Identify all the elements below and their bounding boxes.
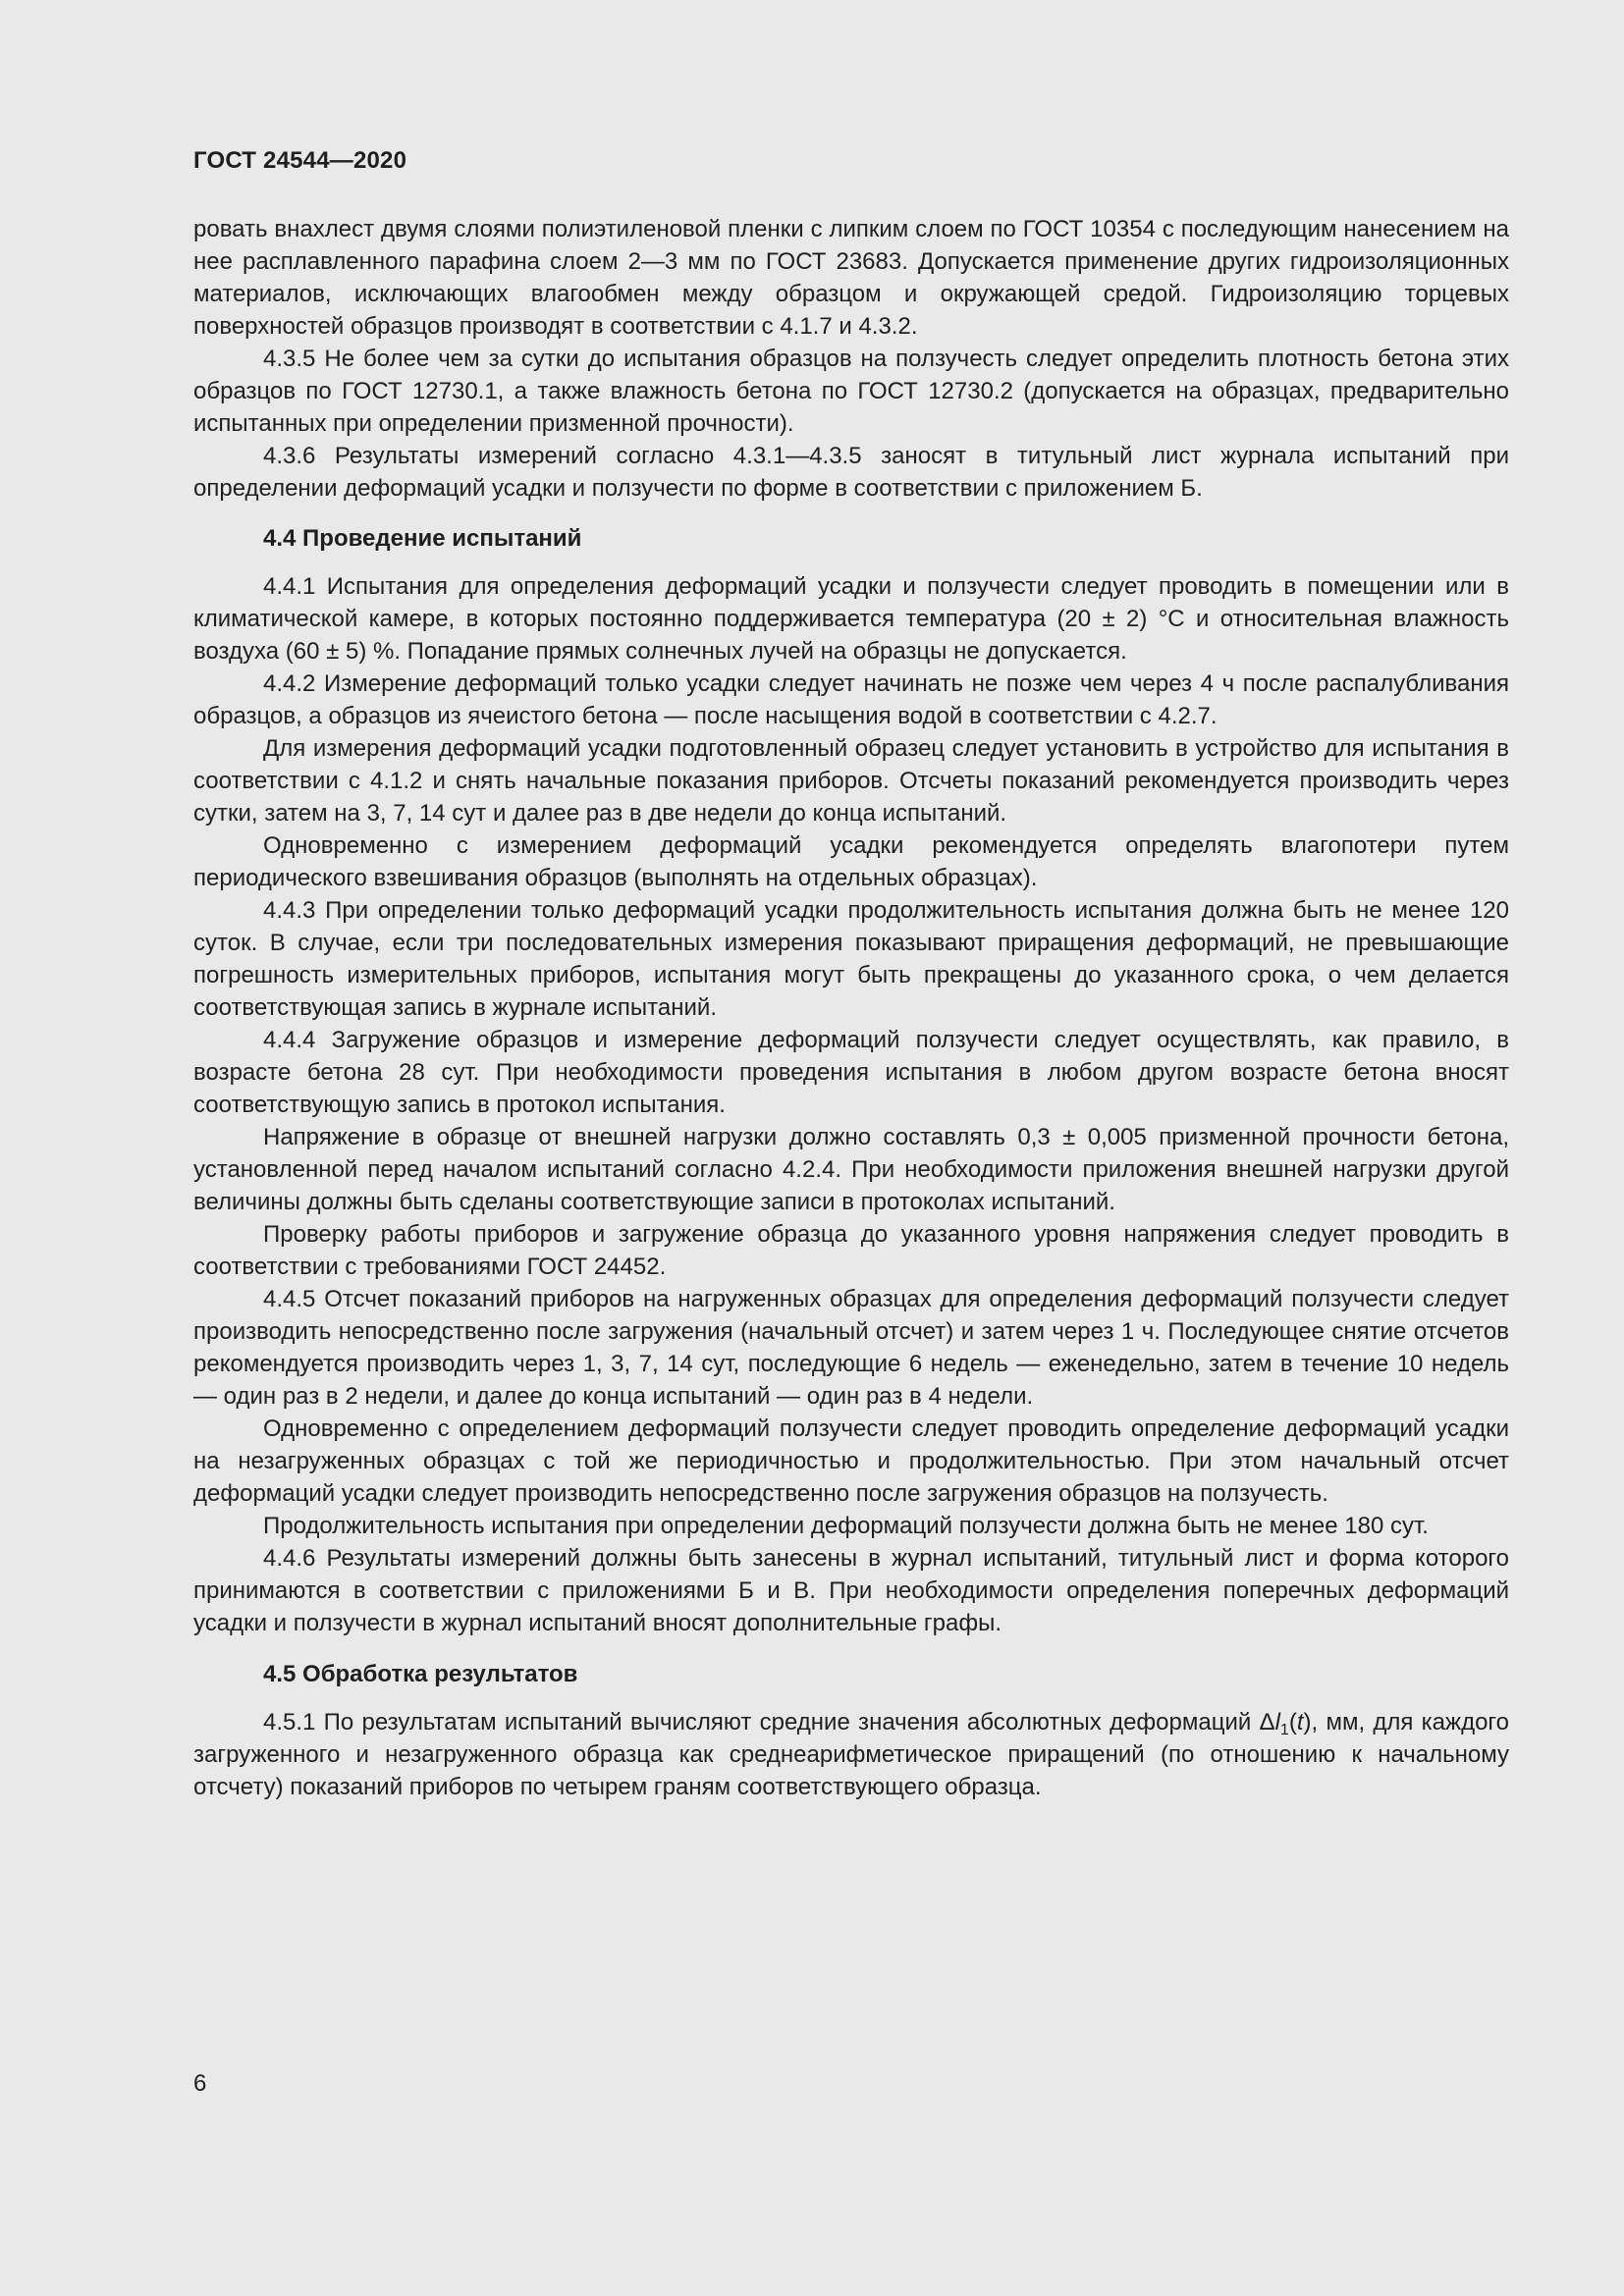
paragraph-4-4-3: 4.4.3 При определении только деформаций усадки продолжительность испытания должна быть не менее 120 суток. В случае, если три последовательных измерения показывают приращения деформаций, не превышающие погрешность измерительных приборов, испытания могут быть прекращены до указанного срока, о чем делается соответствующая запись в журнале испытаний. [193, 897, 1509, 1021]
paragraph-4-4-5: 4.4.5 Отсчет показаний приборов на нагруженных образцах для определения деформаций ползучести следует производить непосредственно после загружения (начальный отсчет) и затем через 1 ч. Последующее снятие отсчетов рекомендуется производить через 1, 3, 7, 14 сут, последующие 6 недель — еженедельно, затем в течение 10 недель — один раз в 2 недели, и далее до конца испытаний — один раз в 4 недели. [193, 1286, 1509, 1410]
section-heading-4-4: 4.4 Проведение испытаний [263, 525, 582, 552]
paragraph-4-4-2: 4.4.2 Измерение деформаций только усадки следует начинать не позже чем через 4 ч после распалубливания образцов, а образцов из ячеистого бетона — после насыщения водой в соответствии с 4.2.7. [193, 670, 1509, 729]
paragraph-4-4-5-b: Одновременно с определением деформаций ползучести следует проводить определение деформаций усадки на незагруженных образцах с той же периодичностью и продолжительностью. При этом начальный отсчет деформаций усадки следует производить непосредственно после загружения образцов на ползучесть. [193, 1415, 1509, 1507]
paragraph-4-3-6: 4.3.6 Результаты измерений согласно 4.3.1—4.3.5 заносят в титульный лист журнала испытаний при определении деформаций усадки и ползучести по форме в соответствии с приложением Б. [193, 443, 1509, 502]
paragraph-4-3-5: 4.3.5 Не более чем за сутки до испытания образцов на ползучесть следует определить плотность бетона этих образцов по ГОСТ 12730.1, а также влажность бетона по ГОСТ 12730.2 (допускается на образцах, предварительно испытанных при определении призменной прочности). [193, 346, 1509, 437]
document-header: ГОСТ 24544—2020 [193, 147, 407, 174]
paragraph-continuation: ровать внахлест двумя слоями полиэтиленовой пленки с липким слоем по ГОСТ 10354 с последующим нанесением на нее расплавленного парафина слоем 2—3 мм по ГОСТ 23683. Допускается применение других гидроизоляционных материалов, исключающих влагообмен между образцом и окружающей средой. Гидроизоляцию торцевых поверхностей образцов производят в соответствии с 4.1.7 и 4.3.2. [193, 216, 1509, 340]
formula-t: t [1296, 1709, 1304, 1735]
paragraph-4-5-1-text-end: , мм, для каждого загруженного и незагруженного образца как среднеарифметическое приращений (по отношению к начальному отсчету) показаний приборов по четырем граням соответствующего образца. [193, 1709, 1510, 1800]
document-body [193, 213, 1509, 1803]
paragraph-4-4-1: 4.4.1 Испытания для определения деформаций усадки и ползучести следует проводить в помещении или в климатической камере, в которых постоянно поддерживается температура (20 ± 2) °С и относительная влажность воздуха (60 ± 5) %. Попадание прямых солнечных лучей на образцы не допускается. [193, 573, 1509, 665]
formula-delta: Δ [1259, 1709, 1275, 1735]
paragraph-4-4-6: 4.4.6 Результаты измерений должны быть занесены в журнал испытаний, титульный лист и форма которого принимаются в соответствии с приложениями Б и В. При необходимости определения поперечных деформаций усадки и ползучести в журнал испытаний вносят дополнительные графы. [193, 1545, 1509, 1636]
formula-delta-l1-t [1259, 1709, 1312, 1738]
paragraph-4-5-1-text-start: 4.5.1 По результатам испытаний вычисляют средние значения абсолютных деформаций [263, 1709, 1260, 1735]
formula-close-paren: ) [1303, 1709, 1312, 1735]
document-page [193, 145, 1509, 1803]
formula-l: l [1274, 1709, 1280, 1735]
paragraph-4-4-2-c: Одновременно с измерением деформаций усадки рекомендуется определять влагопотери путем периодического взвешивания образцов (выполнять на отдельных образцах). [193, 832, 1509, 891]
paragraph-4-4-5-c: Продолжительность испытания при определении деформаций ползучести должна быть не менее 180 сут. [263, 1513, 1429, 1539]
formula-open-paren: ( [1288, 1709, 1297, 1735]
paragraph-4-4-2-b: Для измерения деформаций усадки подготовленный образец следует установить в устройство для испытания в соответствии с 4.1.2 и снять начальные показания приборов. Отсчеты показаний рекомендуется производить через сутки, затем на 3, 7, 14 сут и далее раз в две недели до конца испытаний. [193, 735, 1509, 827]
section-heading-4-5: 4.5 Обработка результатов [263, 1661, 578, 1687]
paragraph-4-4-4-b: Напряжение в образце от внешней нагрузки должно составлять 0,3 ± 0,005 призменной прочности бетона, установленной перед началом испытаний согласно 4.2.4. При необходимости приложения внешней нагрузки другой величины должны быть сделаны соответствующие записи в протоколах испытаний. [193, 1124, 1509, 1215]
paragraph-4-4-4: 4.4.4 Загружение образцов и измерение деформаций ползучести следует осуществлять, как правило, в возрасте бетона 28 сут. При необходимости проведения испытания в любом другом возрасте бетона вносят соответствующую запись в протокол испытания. [193, 1027, 1509, 1118]
paragraph-4-5-1 [193, 1706, 1509, 1803]
formula-subscript: 1 [1279, 1722, 1289, 1738]
page-number: 6 [193, 2070, 207, 2097]
paragraph-4-4-4-c: Проверку работы приборов и загружение образца до указанного уровня напряжения следует проводить в соответствии с требованиями ГОСТ 24452. [193, 1221, 1509, 1280]
